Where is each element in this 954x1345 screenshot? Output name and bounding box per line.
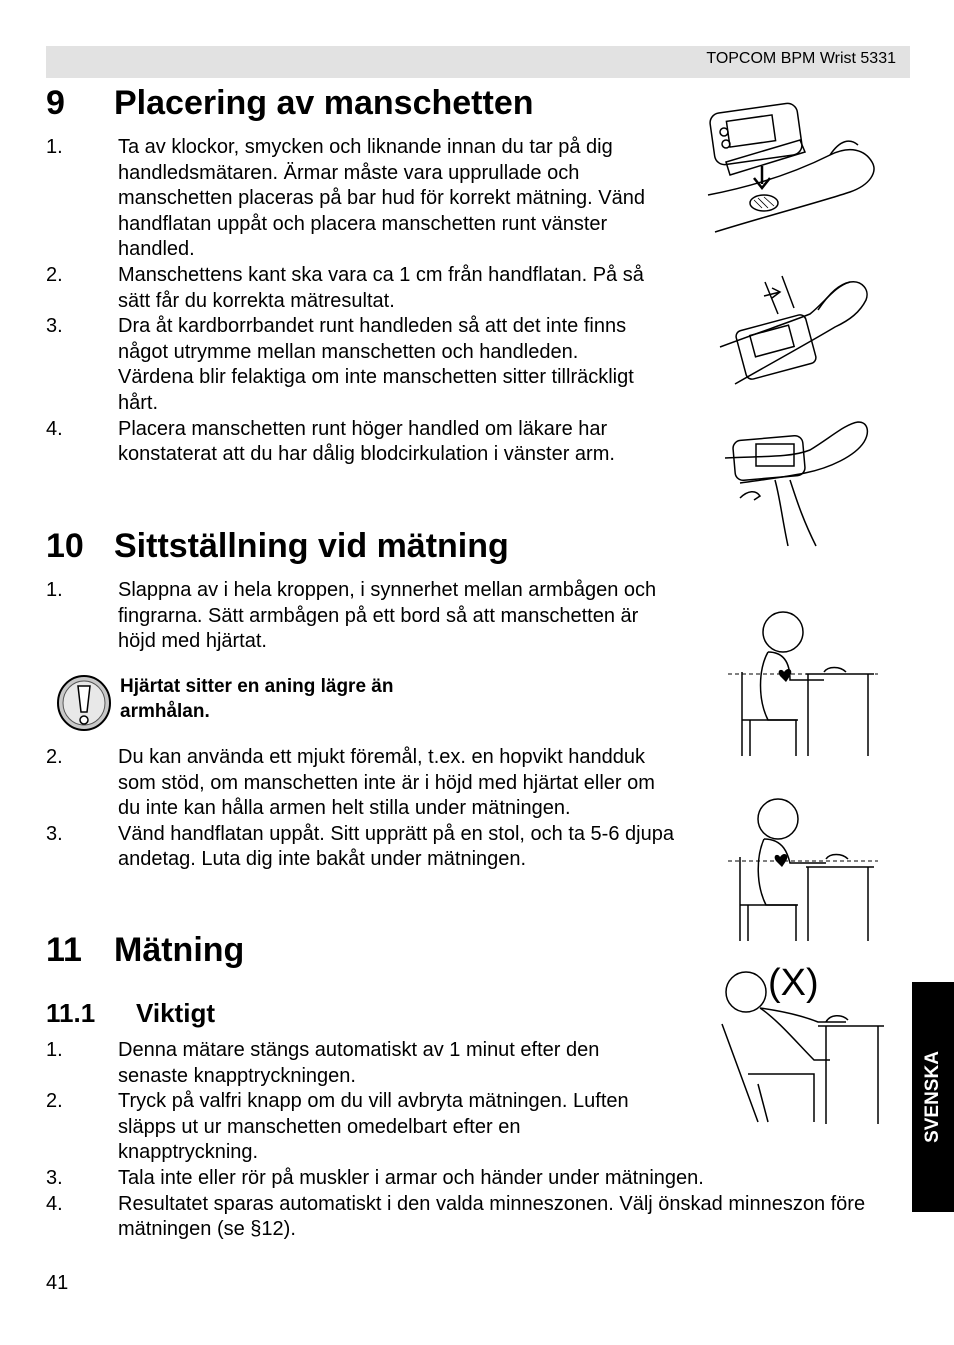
list-item <box>46 135 646 263</box>
cuff-placement-illustration <box>700 100 890 240</box>
section-10-list-a <box>46 578 671 655</box>
item-number: 1. <box>46 579 63 601</box>
list-item <box>46 1038 646 1089</box>
cuff-edge-distance-illustration <box>710 272 880 390</box>
item-number: 4. <box>46 417 63 440</box>
item-text: Tryck på valfri knapp om du vill avbryta mätningen. Luften släpps ut ur manschetten omedelbart efter en knapptryckning. <box>118 1090 629 1164</box>
list-item <box>46 822 676 873</box>
subsection-number: 11.1 <box>46 998 96 1028</box>
list-item <box>46 1192 908 1243</box>
item-number: 2. <box>46 263 63 286</box>
language-tab <box>912 982 954 1212</box>
list-item <box>46 1089 646 1166</box>
incorrect-posture-mark: (X) <box>768 962 819 1004</box>
list-item <box>46 263 646 314</box>
section-title: Sittställning vid mätning <box>114 527 509 565</box>
header-bar <box>46 46 910 78</box>
item-number: 2. <box>46 1090 63 1113</box>
section-11-list-b <box>46 1166 908 1243</box>
note-text: Hjärtat sitter en aning lägre än armhålan. <box>120 676 394 722</box>
section-11-list-a <box>46 1038 646 1166</box>
item-text: Resultatet sparas automatiskt i den valda minneszonen. Välj önskad minneszon före mätningen (se §12). <box>118 1192 866 1241</box>
section-title: Mätning <box>114 931 245 969</box>
subsection-11-1-heading <box>46 998 215 1029</box>
item-number: 3. <box>46 822 63 845</box>
item-text: Tala inte eller rör på muskler i armar och händer under mätningen. <box>118 1167 704 1189</box>
subsection-title: Viktigt <box>136 998 215 1028</box>
item-text: Manschettens kant ska vara ca 1 cm från handflatan. På så sätt får du korrekta mätresultat. <box>118 263 644 312</box>
item-text: Slappna av i hela kroppen, i synnerhet mellan armbågen och fingrarna. Sätt armbågen på ett bord så att manschetten är höjd med hjärtat. <box>118 579 657 653</box>
item-number: 1. <box>46 1039 63 1061</box>
section-11-heading <box>46 931 244 970</box>
language-tab-label: SVENSKA <box>922 1051 943 1143</box>
item-text: Du kan använda ett mjukt föremål, t.ex. en hopvikt handduk som stöd, om manschetten inte är i höjd med hjärtat eller om du inte kan hålla armen helt stilla under mätningen. <box>118 746 655 820</box>
correct-posture-illustration-1 <box>728 610 878 760</box>
correct-posture-illustration-2 <box>728 795 878 945</box>
item-text: Denna mätare stängs automatiskt av 1 minut efter den senaste knapptryckningen. <box>118 1039 600 1087</box>
item-number: 3. <box>46 1167 63 1189</box>
section-number: 10 <box>46 527 84 565</box>
section-number: 9 <box>46 84 65 122</box>
page-number: 41 <box>46 1272 69 1294</box>
item-text: Vänd handflatan uppåt. Sitt upprätt på en stol, och ta 5-6 djupa andetag. Luta dig inte bakåt under mätningen. <box>118 822 674 871</box>
list-item <box>46 314 646 416</box>
item-text: Placera manschetten runt höger handled om läkare har konstaterat att du har dålig blodcirkulation i vänster arm. <box>118 417 615 466</box>
list-item <box>46 578 671 655</box>
section-9-heading <box>46 84 534 123</box>
section-title: Placering av manschetten <box>114 84 534 122</box>
item-text: Ta av klockor, smycken och liknande innan du tar på dig handledsmätaren. Ärmar måste vara upprullade och manschetten placeras på bar hud för korrekt mätning. Vänd handflatan uppåt och placera manschetten runt vänster handled. <box>118 136 645 261</box>
velcro-strap-illustration <box>720 418 870 550</box>
incorrect-posture-illustration <box>718 964 890 1128</box>
section-10-list-b <box>46 745 676 873</box>
list-item <box>46 745 676 822</box>
section-number: 11 <box>46 931 82 969</box>
section-10-heading <box>46 527 509 566</box>
list-item <box>46 1166 908 1192</box>
list-item <box>46 417 646 468</box>
warning-icon <box>56 674 112 732</box>
section-9-list <box>46 135 646 468</box>
item-number: 4. <box>46 1192 63 1215</box>
item-text: Dra åt kardborrbandet runt handleden så att det inte finns något utrymme mellan manschetten och handleden. Värdena blir felaktiga om inte manschetten sitter tillräckligt hårt. <box>118 315 634 414</box>
product-name: TOPCOM BPM Wrist 5331 <box>706 50 896 67</box>
item-number: 2. <box>46 746 63 768</box>
item-number: 1. <box>46 136 63 158</box>
item-number: 3. <box>46 315 63 338</box>
